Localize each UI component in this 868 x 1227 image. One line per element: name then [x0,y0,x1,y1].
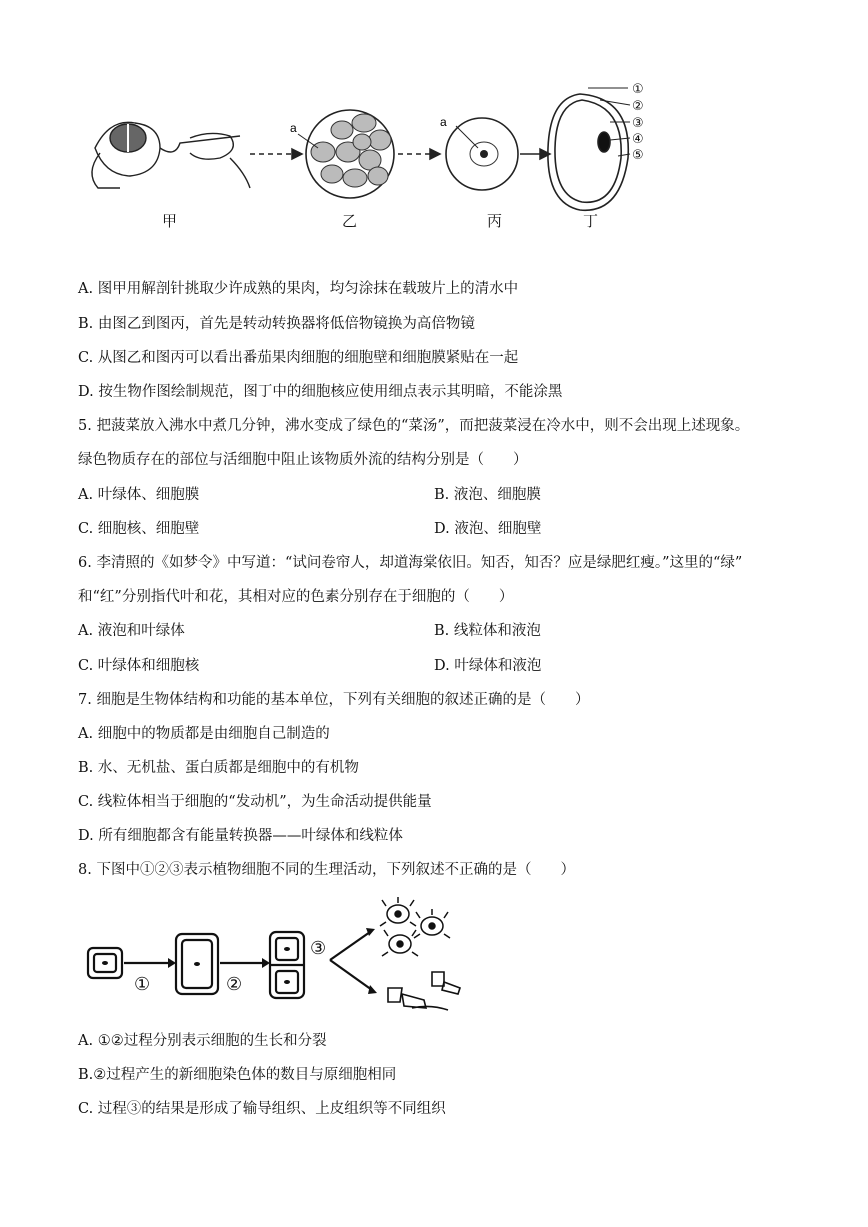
label-a-bing: a [440,115,447,129]
dashed-arrow-2 [398,149,440,159]
q6-option-a: A. 液泡和叶绿体 [78,623,185,639]
label-yi: 乙 [342,212,358,230]
q7-option-d: D. 所有细胞都含有能量转换器——叶绿体和线粒体 [78,828,403,844]
q6-stem-line2: 和“红”分别指代叶和花，其相对应的色素分别存在于细胞的（ ） [78,589,514,605]
q7-option-a: A. 细胞中的物质都是由细胞自己制造的 [78,726,330,742]
dashed-arrow-1 [250,149,302,159]
q6-stem-line1: 6. 李清照的《如梦令》中写道：“试问卷帘人，却道海棠依旧。知否，知否？应是绿肥红瘦。”这里的“绿” [78,555,743,571]
q4-option-d: D. 按生物作图绘制规范，图丁中的细胞核应使用细点表示其明暗，不能涂黑 [78,384,563,400]
hand-slide-illustration [92,122,250,188]
q8-option-b: B.②过程产生的新细胞染色体的数目与原细胞相同 [78,1067,397,1083]
q6-option-c: C. 叶绿体和细胞核 [78,658,200,674]
label-bing: 丙 [487,212,503,230]
q8-option-c: C. 过程③的结果是形成了输导组织、上皮组织等不同组织 [78,1101,446,1117]
label-process-2: ② [226,974,243,995]
solid-arrow [520,149,550,159]
q7-stem: 7. 细胞是生物体结构和功能的基本单位，下列有关细胞的叙述正确的是（ ） [78,692,590,708]
q8-option-a: A. ①②过程分别表示细胞的生长和分裂 [78,1033,327,1049]
q7-option-c: C. 线粒体相当于细胞的“发动机”，为生命活动提供能量 [78,794,432,810]
cell-drawing [548,88,630,210]
q6-option-d: D. 叶绿体和液泡 [434,658,542,674]
circled-1: ① [632,82,644,97]
q4-option-b: B. 由图乙到图丙，首先是转动转换器将低倍物镜换为高倍物镜 [78,316,475,332]
circled-3: ③ [632,116,644,131]
figure-cell-activities [80,892,490,1020]
q6-option-b: B. 线粒体和液泡 [434,623,541,639]
microscope-field-high [446,118,518,190]
label-a-yi: a [290,121,297,135]
q5-option-c: C. 细胞核、细胞壁 [78,521,200,537]
q5-stem-line2: 绿色物质存在的部位与活细胞中阻止该物质外流的结构分别是（ ） [78,452,528,468]
q8-stem: 8. 下图中①②③表示植物细胞不同的生理活动，下列叙述不正确的是（ ） [78,862,575,878]
label-ding: 丁 [583,212,599,230]
q4-option-c: C. 从图乙和图丙可以看出番茄果肉细胞的细胞壁和细胞膜紧贴在一起 [78,350,519,366]
q7-option-b: B. 水、无机盐、蛋白质都是细胞中的有机物 [78,760,359,776]
circled-4: ④ [632,132,644,147]
q5-stem-line1: 5. 把菠菜放入沸水中煮几分钟，沸水变成了绿色的“菜汤”，而把菠菜浸在冷水中，则不会出现上述现象。 [78,418,750,434]
circled-5: ⑤ [632,148,644,163]
label-process-1: ① [134,974,151,995]
circled-2: ② [632,99,644,114]
q5-option-b: B. 液泡、细胞膜 [434,487,541,503]
figure-tomato-cell-experiment [80,78,780,238]
label-jia: 甲 [162,212,178,230]
label-process-3: ③ [310,938,327,959]
q4-option-a: A. 图甲用解剖针挑取少许成熟的果肉，均匀涂抹在载玻片上的清水中 [78,281,519,297]
q5-option-a: A. 叶绿体、细胞膜 [78,487,200,503]
microscope-field-low [298,110,394,198]
q5-option-d: D. 液泡、细胞壁 [434,521,542,537]
